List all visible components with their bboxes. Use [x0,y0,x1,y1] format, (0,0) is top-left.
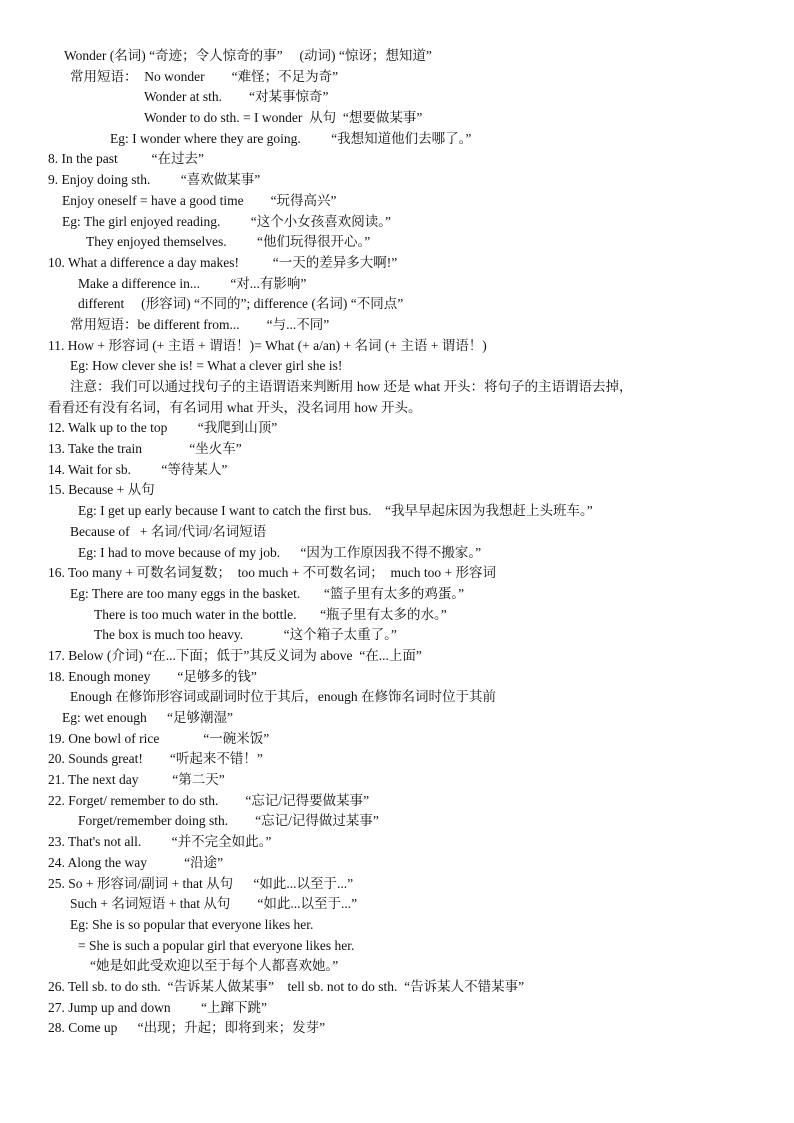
document-line: 14. Wait for sb. “等待某人” [48,461,228,477]
document-line: = She is such a popular girl that everyone likes her. [78,937,355,953]
document-line: 9. Enjoy doing sth. “喜欢做某事” [48,172,261,188]
document-line: 25. So + 形容词/副词 + that 从句 “如此...以至于...” [48,875,354,891]
document-line: 28. Come up “出现；升起；即将到来；发芽” [48,1020,326,1036]
document-line: Eg: How clever she is! = What a clever girl she is! [70,358,343,374]
document-line: 22. Forget/ remember to do sth. “忘记/记得要做某事” [48,792,370,808]
document-line: Wonder (名词) “奇迹；令人惊奇的事” (动词) “惊讶；想知道” [64,48,432,63]
document-line: Eg: I wonder where they are going. “我想知道他们去哪了。” [110,130,472,146]
document-line: Wonder at sth. “对某事惊奇” [144,89,329,105]
document-line: 15. Because + 从句 [48,482,155,498]
document-line: 19. One bowl of rice “一碗米饭” [48,730,270,746]
document-line: 27. Jump up and down “上蹿下跳” [48,999,267,1015]
document-line: Eg: wet enough “足够潮湿” [62,710,233,725]
document-line: 常用短语： No wonder “难怪；不足为奇” [70,68,339,84]
document-line: 17. Below (介词) “在...下面；低于”其反义词为 above “在...上面” [48,647,422,663]
document-line: Wonder to do sth. = I wonder 从句 “想要做某事” [144,110,423,126]
document-body [48,46,768,1039]
document-line: 21. The next day “第二天” [48,772,225,788]
document-line: 13. Take the train “坐火车” [48,441,242,457]
document-line: different (形容词) “不同的”; difference (名词) “不同点” [78,296,404,312]
document-line: 16. Too many + 可数名词复数； too much + 不可数名词； much too + 形容词 [48,565,497,581]
document-line: 18. Enough money “足够多的钱” [48,668,257,684]
document-line: 23. That's not all. “并不完全如此。” [48,834,272,850]
document-line: Eg: The girl enjoyed reading. “这个小女孩喜欢阅读。” [62,213,391,229]
document-line: 11. How + 形容词 (+ 主语 + 谓语！)= What (+ a/an) + 名词 (+ 主语 + 谓语！) [48,337,487,353]
document-line: Eg: I had to move because of my job. “因为工作原因我不得不搬家。” [78,544,482,560]
document-line: 12. Walk up to the top “我爬到山顶” [48,420,278,436]
document-line: Forget/remember doing sth. “忘记/记得做过某事” [78,813,379,829]
document-line: 10. What a difference a day makes! “一天的差异多大啊!” [48,254,398,270]
document-line: Enough 在修饰形容词或副词时位于其后，enough 在修饰名词时位于其前 [70,689,496,705]
document-line: 注意：我们可以通过找句子的主语谓语来判断用 how 还是 what 开头：将句子的主语谓语去掉， [70,379,633,394]
document-line: 24. Along the way “沿途” [48,854,224,870]
document-line: Eg: I get up early because I want to catch the first bus. “我早早起床因为我想赶上头班车。” [78,503,593,519]
document-line: The box is much too heavy. “这个箱子太重了。” [94,627,397,643]
document-line: Eg: She is so popular that everyone likes her. [70,916,314,932]
document-line: Make a difference in... “对...有影响” [78,275,307,291]
document-line: Enjoy oneself = have a good time “玩得高兴” [62,192,337,208]
document-line: 26. Tell sb. to do sth. “告诉某人做某事” tell sb. not to do sth. “告诉某人不错某事” [48,978,525,994]
document-line: 20. Sounds great! “听起来不错！” [48,751,263,767]
document-line: Because of + 名词/代词/名词短语 [70,523,267,539]
document-line: “她是如此受欢迎以至于每个人都喜欢她。” [90,958,339,974]
document-line: 常用短语：be different from... “与...不同” [70,316,330,332]
document-line: There is too much water in the bottle. “瓶子里有太多的水。” [94,606,447,622]
document-line: Eg: There are too many eggs in the basket. “篮子里有太多的鸡蛋。” [70,585,465,601]
document-line: 看看还有没有名词，有名词用 what 开头，没名词用 how 开头。 [48,399,422,415]
document-line: They enjoyed themselves. “他们玩得很开心。” [86,234,371,250]
document-line: 8. In the past “在过去” [48,151,204,167]
document-line: Such + 名词短语 + that 从句 “如此...以至于...” [70,896,358,912]
